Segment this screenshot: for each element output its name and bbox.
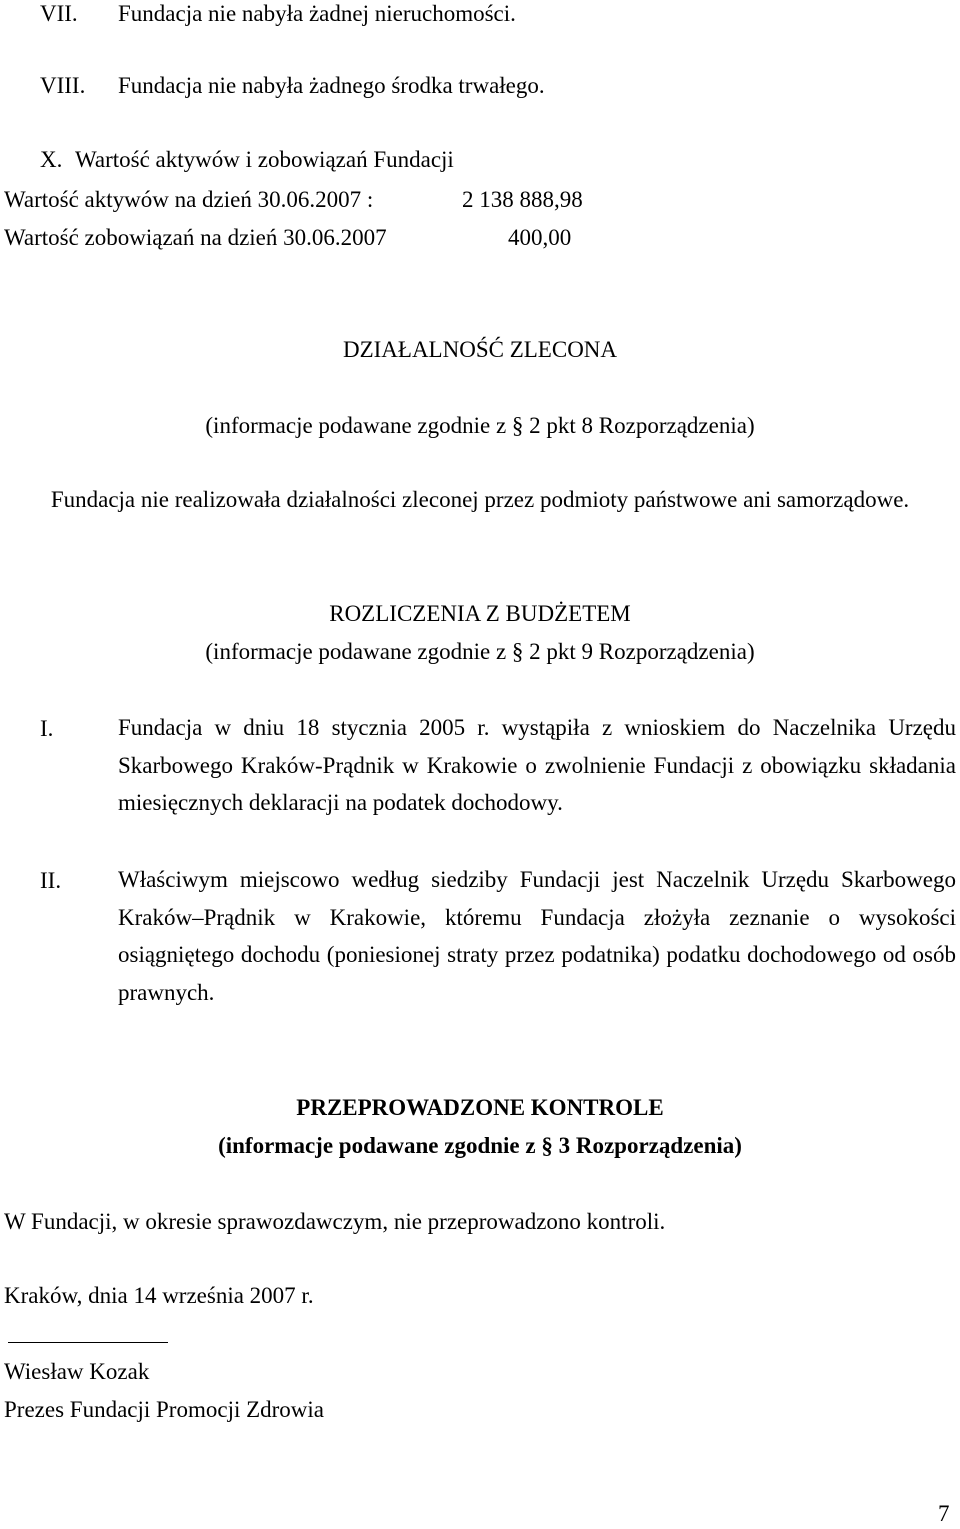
section-title: PRZEPROWADZONE KONTROLE xyxy=(296,1095,664,1120)
list-number: X. xyxy=(40,147,63,172)
signatory-name: Wiesław Kozak xyxy=(4,1359,150,1384)
section-subtitle: (informacje podawane zgodnie z § 3 Rozporządzenia) xyxy=(218,1133,742,1158)
list-text: Fundacja nie nabyła żadnej nieruchomości. xyxy=(118,1,516,26)
list-number: II. xyxy=(40,868,62,893)
list-number: I. xyxy=(40,716,54,741)
section-title: ROZLICZENIA Z BUDŻETEM xyxy=(329,601,631,626)
section-subtitle: (informacje podawane zgodnie z § 2 pkt 8 Rozporządzenia) xyxy=(205,413,755,438)
list-number: VIII. xyxy=(40,73,86,98)
list-text: Fundacja w dniu 18 stycznia 2005 r. wystąpiła z wnioskiem do Naczelnika Urzędu Skarbowego Kraków-Prądnik w Krakowie o zwolnienie Fundacji z obowiązku składania miesięcznych deklaracji na podatek dochodowy. xyxy=(118,715,956,815)
assets-value: 2 138 888,98 xyxy=(462,187,583,212)
signatory-title: Prezes Fundacji Promocji Zdrowia xyxy=(4,1397,325,1422)
section-subtitle: (informacje podawane zgodnie z § 2 pkt 9 Rozporządzenia) xyxy=(205,639,755,664)
assets-label: Wartość aktywów na dzień 30.06.2007 : xyxy=(4,187,374,212)
list-number: VII. xyxy=(40,1,78,26)
page-number: 7 xyxy=(938,1501,950,1526)
list-text: Wartość aktywów i zobowiązań Fundacji xyxy=(75,147,454,172)
place-date: Kraków, dnia 14 września 2007 r. xyxy=(4,1283,314,1308)
section-body: W Fundacji, w okresie sprawozdawczym, nie przeprowadzono kontroli. xyxy=(4,1209,666,1234)
signature-line xyxy=(8,1342,168,1343)
liabilities-label: Wartość zobowiązań na dzień 30.06.2007 xyxy=(4,225,387,250)
list-text: Fundacja nie nabyła żadnego środka trwałego. xyxy=(118,73,545,98)
list-text: Właściwym miejscowo według siedziby Fundacji jest Naczelnik Urzędu Skarbowego Kraków–Prądnik w Krakowie, któremu Fundacja złożyła zeznanie o wysokości osiągniętego dochodu (poniesionej straty przez podatnika) podatku dochodowego od osób prawnych. xyxy=(118,867,956,1005)
section-title: DZIAŁALNOŚĆ ZLECONA xyxy=(342,337,618,362)
liabilities-value: 400,00 xyxy=(508,225,572,250)
section-body: Fundacja nie realizowała działalności zleconej przez podmioty państwowe ani samorządowe. xyxy=(50,487,910,512)
